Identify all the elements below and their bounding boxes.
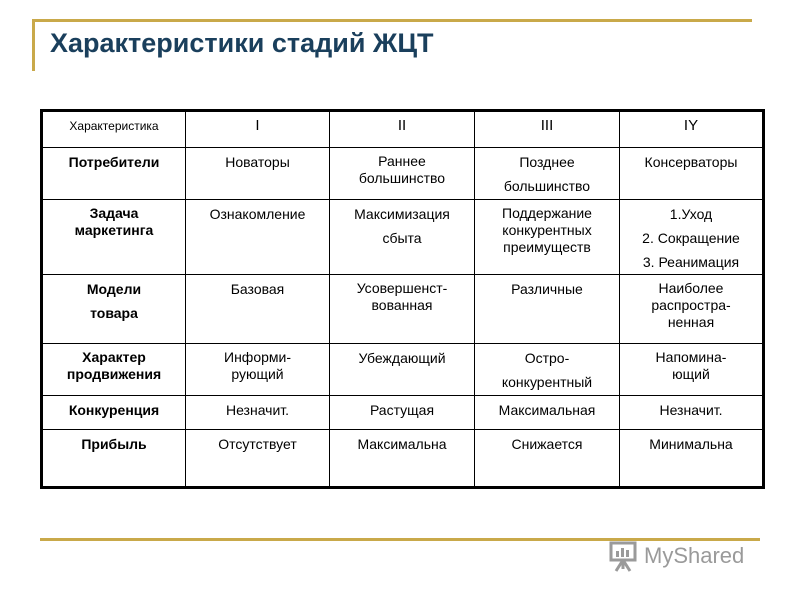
table-cell: Различные	[475, 275, 620, 344]
accent-line-top	[32, 19, 752, 22]
table-cell: 1.Уход 2. Сокращение 3. Реанимация	[620, 200, 764, 275]
row-label-profit: Прибыль	[42, 430, 186, 488]
logo-text: MyShared	[644, 543, 745, 568]
table-cell: Раннее большинство	[330, 148, 475, 200]
table-cell: Минимальна	[620, 430, 764, 488]
table-cell: Позднее большинство	[475, 148, 620, 200]
presentation-board-icon	[608, 539, 640, 573]
table-cell: Убеждающий	[330, 344, 475, 396]
table-cell: Отсутствует	[186, 430, 330, 488]
header-cell-characteristic: Характеристика	[42, 111, 186, 148]
table-cell: Максимизация сбыта	[330, 200, 475, 275]
table-cell: Напомина- ющий	[620, 344, 764, 396]
table-cell: Информи- рующий	[186, 344, 330, 396]
page-title: Характеристики стадий ЖЦТ	[50, 28, 434, 58]
myshared-logo	[608, 538, 744, 574]
table-row	[42, 430, 764, 488]
row-label-product-models: Модели товара	[42, 275, 186, 344]
table-row	[42, 200, 764, 275]
table-cell: Новаторы	[186, 148, 330, 200]
table-cell: Незначит.	[186, 396, 330, 430]
table-cell: Максимальная	[475, 396, 620, 430]
row-label-promotion: Характер продвижения	[42, 344, 186, 396]
table-cell: Максимальна	[330, 430, 475, 488]
table-row	[42, 344, 764, 396]
header-cell-stage-2: II	[330, 111, 475, 148]
row-label-marketing-task: Задача маркетинга	[42, 200, 186, 275]
lifecycle-table	[40, 109, 765, 489]
table-header-row	[42, 111, 764, 148]
header-cell-stage-4: IY	[620, 111, 764, 148]
table-cell: Усовершенст- вованная	[330, 275, 475, 344]
table-cell: Базовая	[186, 275, 330, 344]
table-row	[42, 148, 764, 200]
row-label-competition: Конкуренция	[42, 396, 186, 430]
row-label-consumers: Потребители	[42, 148, 186, 200]
table-cell: Растущая	[330, 396, 475, 430]
table-cell: Консерваторы	[620, 148, 764, 200]
header-cell-stage-3: III	[475, 111, 620, 148]
table-cell: Снижается	[475, 430, 620, 488]
table-cell: Остро- конкурентный	[475, 344, 620, 396]
table-cell: Наиболее распростра- ненная	[620, 275, 764, 344]
table-row	[42, 275, 764, 344]
table-cell: Незначит.	[620, 396, 764, 430]
accent-line-left	[32, 19, 35, 71]
table-cell: Поддержание конкурентных преимуществ	[475, 200, 620, 275]
header-cell-stage-1: I	[186, 111, 330, 148]
table-cell: Ознакомление	[186, 200, 330, 275]
table-row	[42, 396, 764, 430]
